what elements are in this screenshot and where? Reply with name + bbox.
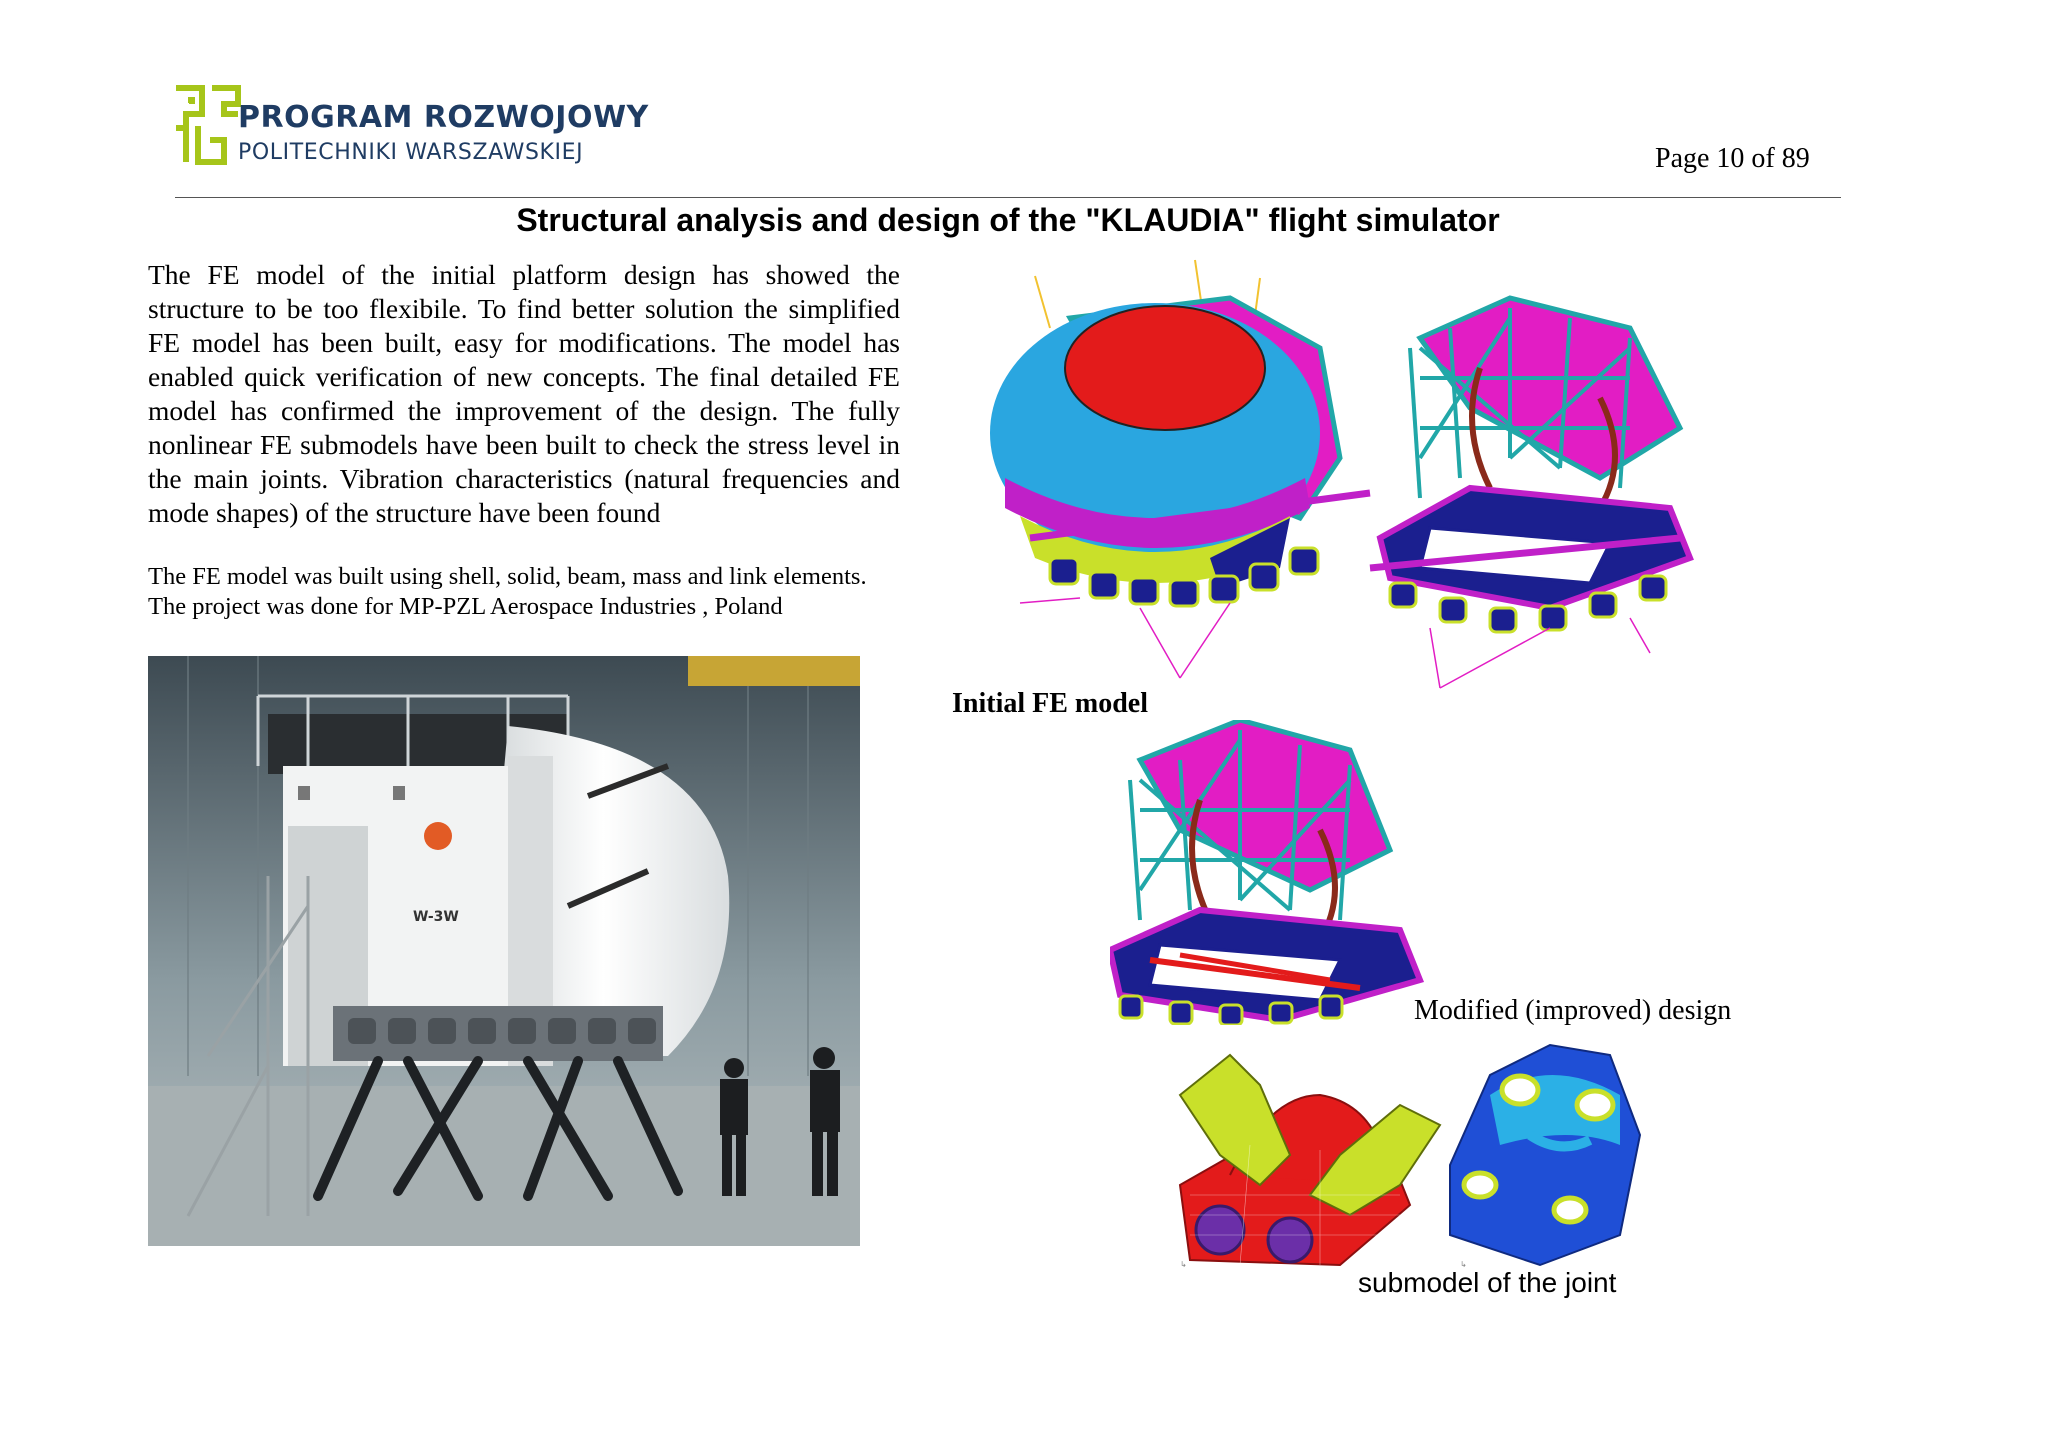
page-number: Page 10 of 89: [1655, 143, 1810, 174]
caption-initial-fe-model: Initial FE model: [952, 688, 1149, 719]
caption-joint-submodel: submodel of the joint: [1358, 1267, 1617, 1298]
logo-title: PROGRAM ROZWOJOWY: [238, 100, 649, 135]
svg-text:↳: ↳: [1180, 1260, 1187, 1269]
institution-logo: [172, 84, 649, 170]
program-logo-icon: [172, 84, 242, 166]
logo-subtitle: POLITECHNIKI WARSZAWSKIEJ: [238, 140, 584, 165]
modified-fe-model-image: [1110, 720, 1430, 1025]
header-divider: [175, 197, 1841, 198]
fe-model-frame-only: [1370, 298, 1690, 688]
simulator-photo: [148, 656, 860, 1246]
note-paragraph: The FE model was built using shell, solid, beam, mass and link elements. The project was done for MP-PZL Aerospace Industries , Poland: [148, 563, 867, 620]
joint-submodel-image: [1150, 1035, 1710, 1275]
document-title: Structural analysis and design of the "KLAUDIA" flight simulator: [516, 202, 1500, 238]
cabin-model-label: W-3W: [413, 909, 459, 925]
joint-submodel-mesh: [1180, 1055, 1440, 1269]
fe-model-with-shell: [990, 260, 1370, 678]
joint-submodel-stress: [1450, 1045, 1640, 1269]
svg-text:↳: ↳: [1460, 1260, 1467, 1269]
caption-modified-design: Modified (improved) design: [1414, 995, 1732, 1026]
initial-fe-model-image: [990, 258, 1710, 690]
body-paragraph: The FE model of the initial platform design has showed the structure to be too flexibile. To find better solution the simplified FE model has been built, easy for modifications. The model has enabled quick verification of new concepts. The final detailed FE model has confirmed the improvement of the design. The fully nonlinear FE submodels have been built to check the stress level in the main joints. Vibration characteristics (natural frequencies and mode shapes) of the structure have been found: [148, 259, 900, 528]
